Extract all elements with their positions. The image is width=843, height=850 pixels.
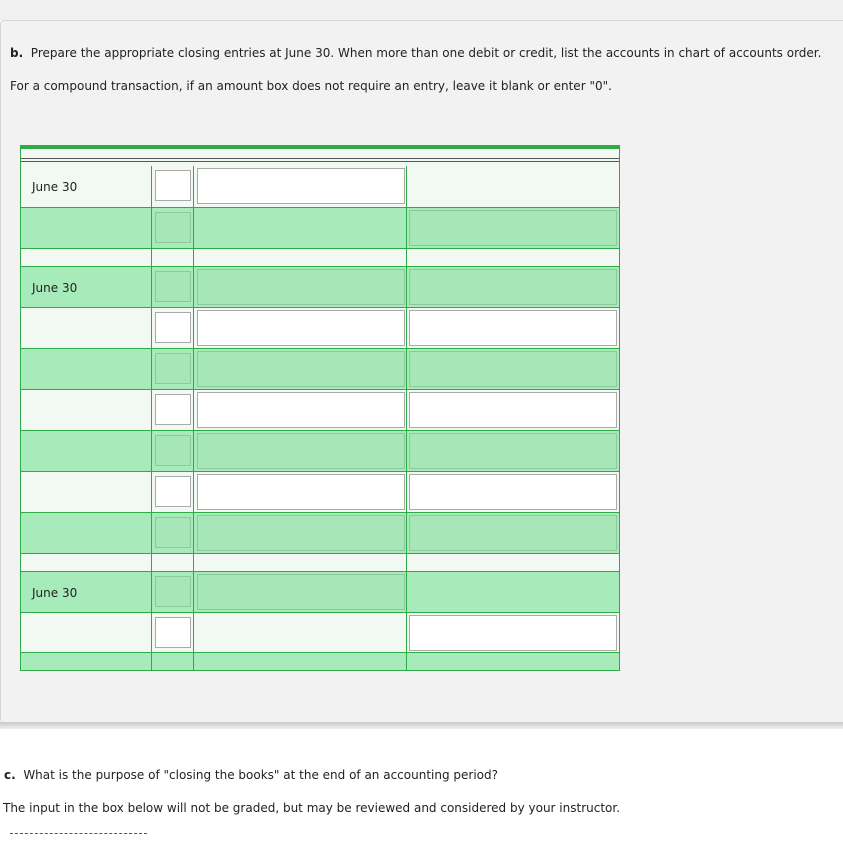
entry-date: June 30 [32, 180, 78, 194]
part-b-label: b. [10, 46, 24, 60]
indent-input-disabled [155, 517, 191, 548]
indent-input-disabled [155, 212, 191, 243]
credit-input[interactable] [409, 392, 617, 428]
journal-header [20, 149, 620, 166]
journal-footer-row [20, 653, 620, 671]
credit-input-disabled [409, 269, 617, 305]
account-input[interactable] [197, 310, 405, 346]
journal-spacer-row [20, 554, 620, 572]
credit-input[interactable] [409, 310, 617, 346]
panel-divider [0, 722, 843, 729]
indent-input[interactable] [155, 170, 191, 201]
journal-row [20, 308, 620, 349]
journal-row [20, 572, 620, 613]
journal-entry-table [20, 145, 620, 672]
credit-input[interactable] [409, 474, 617, 510]
top-strip [0, 0, 843, 20]
part-b-instruction [10, 46, 821, 60]
indent-input[interactable] [155, 476, 191, 507]
part-c-note: The input in the box below will not be graded, but may be reviewed and considered by your instructor. [3, 801, 621, 815]
indent-input[interactable] [155, 312, 191, 343]
journal-row [20, 513, 620, 554]
entry-date: June 30 [32, 586, 78, 600]
journal-row [20, 431, 620, 472]
account-input-disabled [197, 269, 405, 305]
indent-input[interactable] [155, 394, 191, 425]
account-input-disabled [197, 351, 405, 387]
credit-input-disabled [409, 351, 617, 387]
part-b-note: For a compound transaction, if an amount box does not require an entry, leave it blank or enter "0". [10, 79, 612, 93]
account-input-disabled [197, 574, 405, 610]
journal-row [20, 390, 620, 431]
entry-date: June 30 [32, 281, 78, 295]
account-input-disabled [197, 515, 405, 551]
journal-row [20, 208, 620, 249]
part-c-label: c. [4, 768, 16, 782]
journal-spacer-row [20, 249, 620, 267]
indent-input-disabled [155, 435, 191, 466]
part-b-instruction-text: Prepare the appropriate closing entries at June 30. When more than one debit or credit, list the accounts in chart of accounts order. [30, 46, 822, 60]
indent-input-disabled [155, 271, 191, 302]
answer-area-underline[interactable] [10, 833, 147, 834]
account-input-disabled [197, 433, 405, 469]
journal-row [20, 613, 620, 653]
journal-row [20, 267, 620, 308]
indent-input-disabled [155, 576, 191, 607]
account-input[interactable] [197, 168, 405, 204]
credit-input-disabled [409, 210, 617, 246]
part-c-question [4, 768, 498, 782]
credit-input-disabled [409, 515, 617, 551]
credit-input[interactable] [409, 615, 617, 651]
credit-input-disabled [409, 433, 617, 469]
journal-row [20, 472, 620, 513]
journal-row [20, 349, 620, 390]
account-input[interactable] [197, 474, 405, 510]
part-c-question-text: What is the purpose of "closing the books" at the end of an accounting period? [23, 768, 498, 782]
journal-row [20, 166, 620, 208]
indent-input-disabled [155, 353, 191, 384]
indent-input[interactable] [155, 617, 191, 648]
account-input[interactable] [197, 392, 405, 428]
